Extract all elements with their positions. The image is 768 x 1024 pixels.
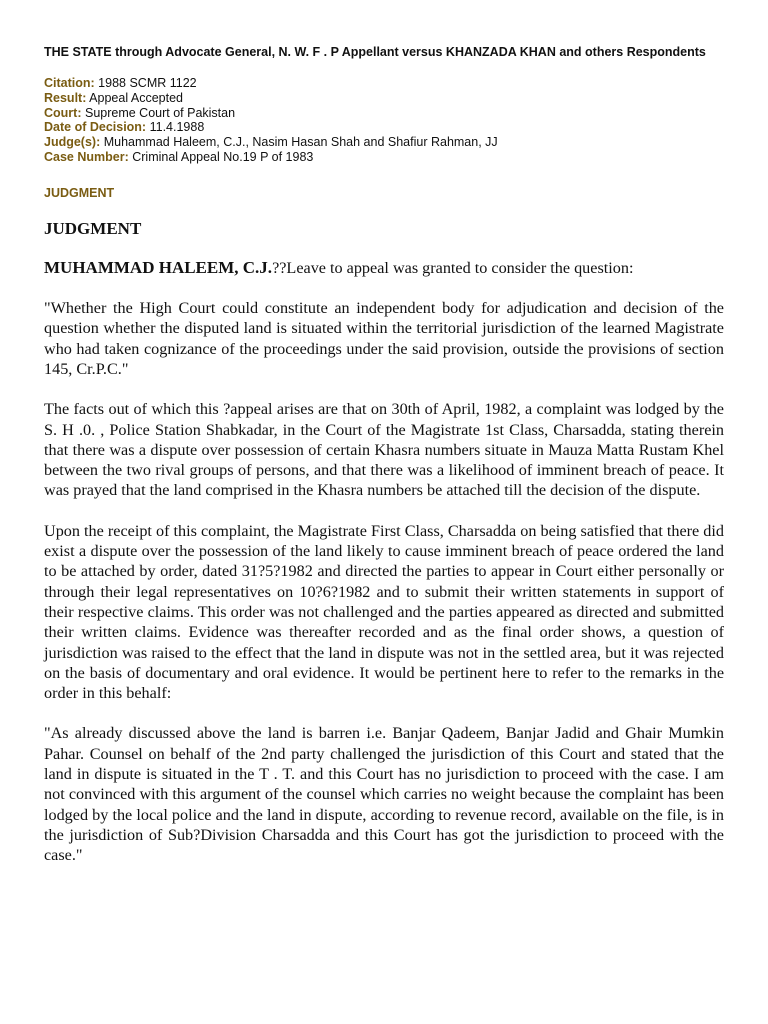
complaint-paragraph: Upon the receipt of this complaint, the Magistrate First Class, Charsadda on being satisfied that there did exist a dispute over the possession of the land likely to cause imminent breach of peace ordered the land to be attached by order, dated 31?5?1982 and directed the parties to appear in Court either personally or through their legal representatives on 10?6?1982 and to submit their written statements in support of their respective claims. This order was not challenged and the parties appeared as directed and submitted their written claims. Evidence was thereafter recorded and as the final order shows, a question of jurisdiction was raised to the effect that the land in dispute was not in the settled area, but it was rejected on the basis of documentary and oral evidence. It would be pertinent here to refer to the remarks in the order in this behalf:: [44, 521, 724, 703]
result-value: Appeal Accepted: [89, 90, 183, 105]
judgment-heading: JUDGMENT: [44, 218, 142, 238]
judges-value: Muhammad Haleem, C.J., Nasim Hasan Shah and Shafiur Rahman, JJ: [103, 135, 498, 150]
decision-date-label: Date of Decision:: [44, 120, 147, 135]
question-paragraph: "Whether the High Court could constitute an independent body for adjudication and decision of the question whether the disputed land is situated within the territorial jurisdiction of the learned Magistrate who had taken cognizance of the proceedings under the said provision, outside the provisions of section 145, Cr.P.C.": [44, 299, 724, 378]
citation-row: [44, 76, 724, 91]
case-number-value: Criminal Appeal No.19 P of 1983: [132, 149, 314, 164]
decision-date-row: [44, 120, 724, 135]
facts-paragraph: The facts out of which this ?appeal arises are that on 30th of April, 1982, a complaint was lodged by the S. H .0. , Police Station Shabkadar, in the Court of the Magistrate 1st Class, Charsadda, stating therein that there was a dispute over possession of certain Khasra numbers situate in Mauza Matta Rustam Khel between the two rival groups of persons, and that there was a likelihood of imminent breach of peace. It was prayed that the land comprised in the Khasra numbers be attached till the decision of the dispute.: [44, 400, 724, 500]
author-name: MUHAMMAD HALEEM, C.J.: [44, 257, 273, 277]
court-value: Supreme Court of Pakistan: [84, 105, 236, 120]
judgment-section-label: JUDGMENT: [44, 185, 115, 200]
result-row: [44, 91, 724, 106]
case-number-row: [44, 150, 724, 165]
citation-label: Citation:: [44, 76, 95, 90]
court-row: [44, 106, 724, 121]
opening-paragraph: [44, 258, 724, 278]
citation-value: 1988 SCMR 1122: [98, 76, 197, 90]
order-quote-paragraph: "As already discussed above the land is barren i.e. Banjar Qadeem, Banjar Jadid and Ghair Mumkin Pahar. Counsel on behalf of the 2nd party challenged the jurisdiction of this Court and stated that the land in dispute is situated in the T . T. and this Court has no jurisdiction to proceed with the case. I am not convinced with this argument of the counsel which carries no weight because the complaint has been lodged by the local police and the land in dispute, according to revenue record, available on the file, is in the jurisdiction of Sub?Division Charsadda and this Court has got the jurisdiction to proceed with the case.": [44, 724, 724, 865]
judgment-document: [44, 42, 724, 866]
judges-row: [44, 135, 724, 150]
case-title: THE STATE through Advocate General, N. W. F . P Appellant versus KHANZADA KHAN and others Respondents: [44, 45, 706, 59]
case-metadata: [44, 76, 724, 165]
opening-text: ??Leave to appeal was granted to consider the question:: [272, 258, 634, 277]
judges-label: Judge(s):: [44, 135, 101, 150]
court-label: Court:: [44, 105, 82, 120]
case-number-label: Case Number:: [44, 149, 129, 164]
decision-date-value: 11.4.1988: [149, 120, 205, 135]
result-label: Result:: [44, 90, 87, 105]
